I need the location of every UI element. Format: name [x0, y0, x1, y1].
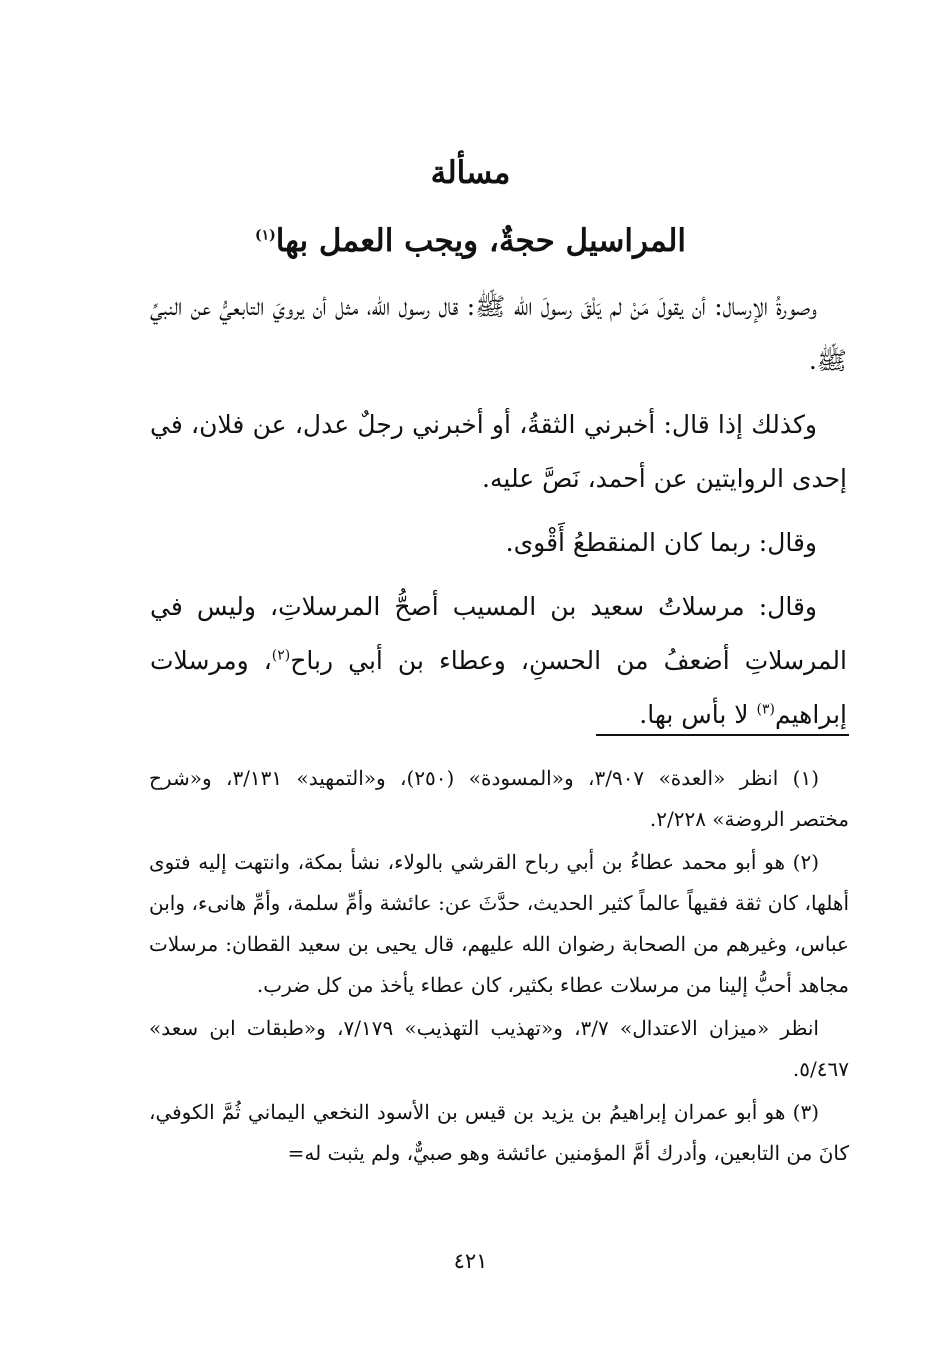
footnote-separator	[596, 734, 849, 736]
main-text	[150, 280, 847, 752]
footnote-marker-2: (٢)	[271, 647, 291, 664]
section-title: مسألة	[430, 155, 511, 191]
footnote-2-reference: انظر «ميزان الاعتدال» ٣/٧، و«تهذيب التهذيب» ٧/١٧٩، و«طبقات ابن سعد» ٥/٤٦٧.	[149, 1016, 849, 1081]
footnote-3: (٣) هو أبو عمران إبراهيمُ بن يزيد بن قيس بن الأسود النخعي اليماني ثُمَّ الكوفي، كانَ من التابعين، وأدرك أمَّ المؤمنين عائشة وهو صبيٌّ، ولم يثبت له=	[149, 1100, 849, 1165]
subtitle-footnote-marker: (١)	[254, 227, 276, 244]
paragraph-mursalat-part-1: وقال: مرسلاتُ سعيد بن المسيب أصحُّ المرسلاتِ، وليس في المرسلاتِ أضعفُ من الحسنِ، وعطاء بن أبي رباح	[150, 592, 847, 675]
footnote-2: (٢) هو أبو محمد عطاءُ بن أبي رباح القرشي بالولاء، نشأ بمكة، وانتهت إليه فتوى أهلها، كان ثقة فقيهاً عالماً كثير الحديث، حدَّثَ عن: عائشة وأمِّ سلمة، وأمِّ هانىء، وابن عباس، وغيرهم من الصحابة رضوان الله عليهم، قال يحيى بن سعيد القطان: مرسلات مجاهد أحبُّ إلينا من مرسلات عطاء بكثير، كان عطاء يأخذ من كل ضرب.	[149, 850, 849, 997]
footnote-marker-3: (٣)	[756, 701, 775, 718]
page-number: ٤٢١	[453, 1249, 488, 1273]
section-subtitle	[0, 216, 941, 266]
paragraph-definition: وصورةُ الإرسال: أن يقولَ مَنْ لم يَلْقَ رسولَ الله ﷺ: قال رسول الله، مثل أن يرويَ التابعيُّ عن النبيِّ ﷺ.	[150, 292, 847, 375]
paragraph-mursalat	[150, 580, 847, 742]
paragraph-munqati: وقال: ربما كان المنقطعُ أَقْوى.	[505, 528, 817, 557]
section-subtitle-text: المراسيل حجةٌ، ويجب العمل بها	[275, 223, 687, 259]
footnote-1: (١) انظر «العدة» ٣/٩٠٧، و«المسودة» (٢٥٠)، و«التمهيد» ٣/١٣١، و«شرح مختصر الروضة» ٢/٢٢٨.	[149, 766, 849, 831]
paragraph-mursalat-part-2: ، ومرسلات إبراهيم	[150, 646, 847, 729]
paragraph-mursalat-part-3: لا بأس بها.	[639, 700, 757, 729]
footnotes	[149, 758, 849, 1176]
paragraph-thiqa: وكذلك إذا قال: أخبرني الثقةُ، أو أخبرني رجلٌ عدل، عن فلان، في إحدى الروايتين عن أحمد، نَصَّ عليه.	[150, 410, 847, 493]
